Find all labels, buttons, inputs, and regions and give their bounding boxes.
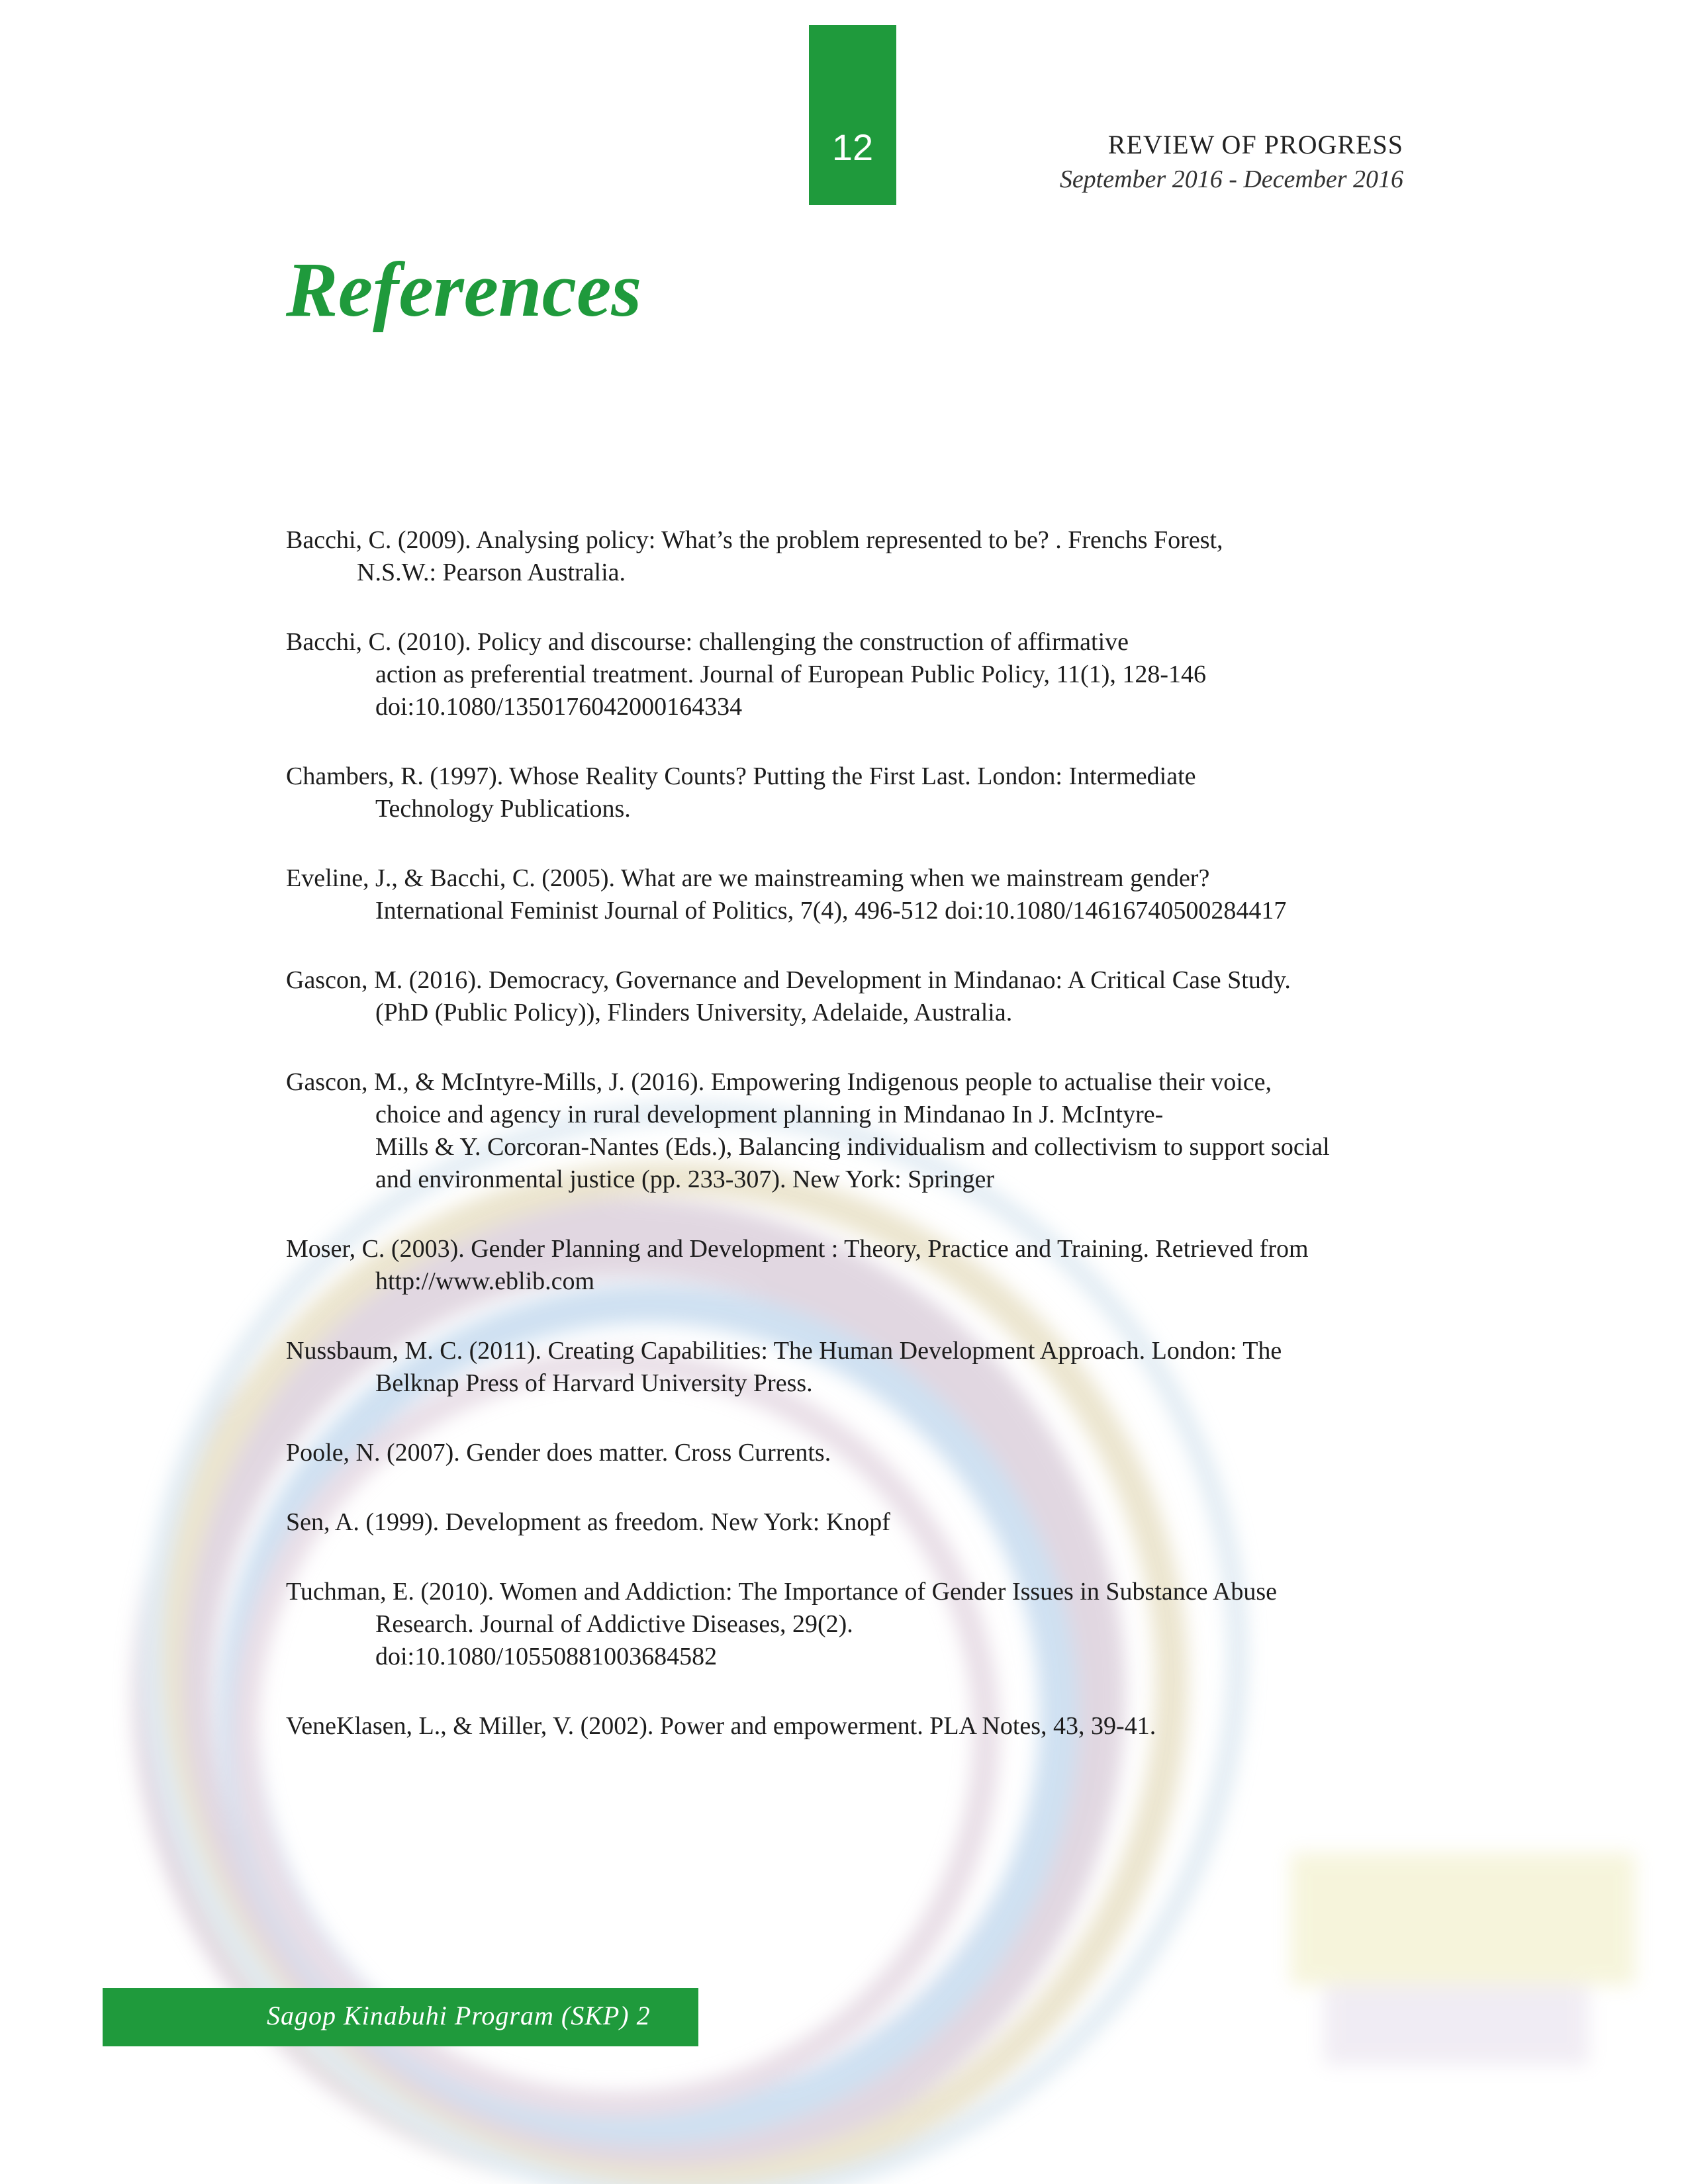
reference-entry bbox=[286, 1066, 1425, 1196]
reference-first-line: Moser, C. (2003). Gender Planning and Development : Theory, Practice and Training. Retrieved from bbox=[286, 1235, 1309, 1263]
reference-entry bbox=[286, 1335, 1425, 1400]
reference-entry bbox=[286, 1437, 1425, 1469]
reference-continuation-line: action as preferential treatment. Journal of European Public Policy, 11(1), 128-146 bbox=[375, 660, 1207, 688]
reference-entry bbox=[286, 760, 1425, 825]
reference-entry bbox=[286, 524, 1425, 589]
reference-entry bbox=[286, 1233, 1425, 1298]
reference-continuation-line: Belknap Press of Harvard University Press. bbox=[375, 1369, 813, 1397]
reference-continuation-line: choice and agency in rural development planning in Mindanao In J. McIntyre- bbox=[375, 1101, 1164, 1128]
running-header bbox=[1060, 127, 1403, 196]
reference-continuation-line: and environmental justice (pp. 233-307). New York: Springer bbox=[375, 1165, 995, 1193]
reference-continuation-line: N.S.W.: Pearson Australia. bbox=[357, 559, 626, 586]
reference-continuation-line: (PhD (Public Policy)), Flinders University, Adelaide, Australia. bbox=[375, 999, 1013, 1026]
page-title: References bbox=[286, 246, 642, 333]
publication-title: REVIEW OF PROGRESS bbox=[1107, 130, 1403, 159]
reference-continuation-line: doi:10.1080/10550881003684582 bbox=[375, 1643, 718, 1670]
reference-first-line: VeneKlasen, L., & Miller, V. (2002). Power and empowerment. PLA Notes, 43, 39-41. bbox=[286, 1712, 1156, 1740]
reference-continuation-line: http://www.eblib.com bbox=[375, 1267, 595, 1295]
reference-entry bbox=[286, 626, 1425, 723]
reference-continuation-line: Mills & Y. Corcoran-Nantes (Eds.), Balancing individualism and collectivism to support social bbox=[375, 1133, 1330, 1161]
reference-list bbox=[286, 524, 1425, 1780]
footer-program-name: Sagop Kinabuhi Program (SKP) 2 bbox=[267, 2001, 651, 2030]
reference-entry bbox=[286, 1710, 1425, 1743]
reference-entry bbox=[286, 1506, 1425, 1539]
reference-entry bbox=[286, 862, 1425, 927]
publication-period: September 2016 - December 2016 bbox=[1059, 165, 1403, 193]
footer-bar bbox=[103, 1988, 698, 2046]
reference-continuation-line: International Feminist Journal of Politics, 7(4), 496-512 doi:10.1080/14616740500284417 bbox=[375, 897, 1287, 925]
page-number: 12 bbox=[831, 126, 874, 168]
reference-first-line: Poole, N. (2007). Gender does matter. Cross Currents. bbox=[286, 1439, 831, 1467]
reference-first-line: Gascon, M. (2016). Democracy, Governance and Development in Mindanao: A Critical Case Study. bbox=[286, 966, 1291, 994]
reference-entry bbox=[286, 1576, 1425, 1673]
reference-first-line: Nussbaum, M. C. (2011). Creating Capabilities: The Human Development Approach. London: The bbox=[286, 1337, 1282, 1365]
reference-first-line: Bacchi, C. (2009). Analysing policy: What’s the problem represented to be? . Frenchs Forest, bbox=[286, 526, 1223, 554]
reference-first-line: Gascon, M., & McIntyre-Mills, J. (2016). Empowering Indigenous people to actualise their voice, bbox=[286, 1068, 1272, 1096]
reference-first-line: Bacchi, C. (2010). Policy and discourse: challenging the construction of affirmative bbox=[286, 628, 1129, 656]
reference-first-line: Eveline, J., & Bacchi, C. (2005). What are we mainstreaming when we mainstream gender? bbox=[286, 864, 1210, 892]
reference-continuation-line: doi:10.1080/1350176042000164334 bbox=[375, 693, 743, 721]
reference-continuation-line: Research. Journal of Addictive Diseases, 29(2). bbox=[375, 1610, 853, 1638]
reference-first-line: Sen, A. (1999). Development as freedom. New York: Knopf bbox=[286, 1508, 890, 1536]
reference-continuation-line: Technology Publications. bbox=[375, 795, 631, 823]
reference-first-line: Chambers, R. (1997). Whose Reality Counts? Putting the First Last. London: Intermediate bbox=[286, 762, 1196, 790]
reference-entry bbox=[286, 964, 1425, 1029]
page-number-tab bbox=[809, 25, 896, 205]
reference-first-line: Tuchman, E. (2010). Women and Addiction: The Importance of Gender Issues in Substance Abuse bbox=[286, 1578, 1277, 1606]
